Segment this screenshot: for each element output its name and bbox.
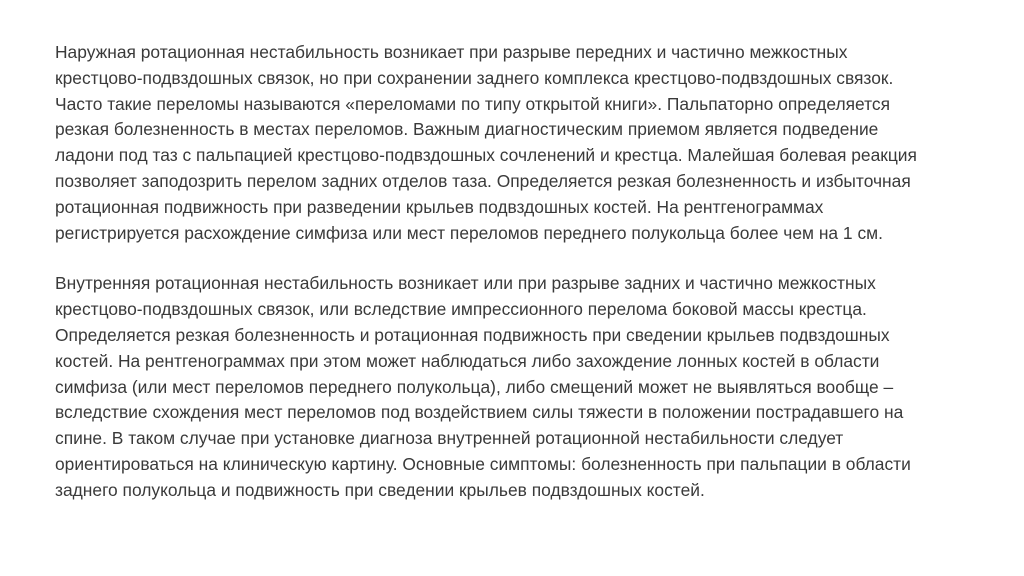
text-line: Часто такие переломы называются «переломами по типу открытой книги». Пальпаторно определяется [55,93,890,114]
text-line: костей. На рентгенограммах при этом может наблюдаться либо захождение лонных костей в области [55,350,880,371]
text-line: вследствие схождения мест переломов под воздействием силы тяжести в положении пострадавшего на [55,402,904,423]
paragraph-internal-instability [33,271,998,503]
text-line: крестцово-подвздошных связок, или вследствие импрессионного перелома боковой массы крестца. [55,299,867,320]
text-line: крестцово-подвздошных связок, но при сохранении заднего комплекса крестцово-подвздошных связок. [55,67,894,88]
text-line: регистрируется расхождение симфиза или мест переломов переднего полукольца более чем на 1 см. [55,222,883,243]
text-line: спине. В таком случае при установке диагноза внутренней ротационной нестабильности следует [55,428,844,449]
text-line: Определяется резкая болезненность и ротационная подвижность при сведении крыльев подвздошных [55,324,890,345]
text-line: ладони под таз с пальпацией крестцово-подвздошных сочленений и крестца. Малейшая болевая реакция [55,145,917,166]
text-line: симфиза (или мест переломов переднего полукольца), либо смещений может не выявляться вообще – [55,376,894,397]
text-line: ротационная подвижность при разведении крыльев подвздошных костей. На рентгенограммах [55,196,824,217]
text-block [33,40,998,504]
text-line: позволяет заподозрить перелом задних отделов таза. Определяется резкая болезненность и избыточная [55,170,911,191]
text-line: заднего полукольца и подвижность при сведении крыльев подвздошных костей. [55,479,705,500]
text-line: Наружная ротационная нестабильность возникает при разрыве передних и частично межкостных [55,42,848,62]
paragraph-external-instability [33,40,998,246]
text-line: Внутренняя ротационная нестабильность возникает или при разрыве задних и частично межкостных [55,273,876,294]
text-line: резкая болезненность в местах переломов. Важным диагностическим приемом является подведение [55,119,879,140]
text-line: ориентироваться на клиническую картину. Основные симптомы: болезненность при пальпации в области [55,453,911,474]
